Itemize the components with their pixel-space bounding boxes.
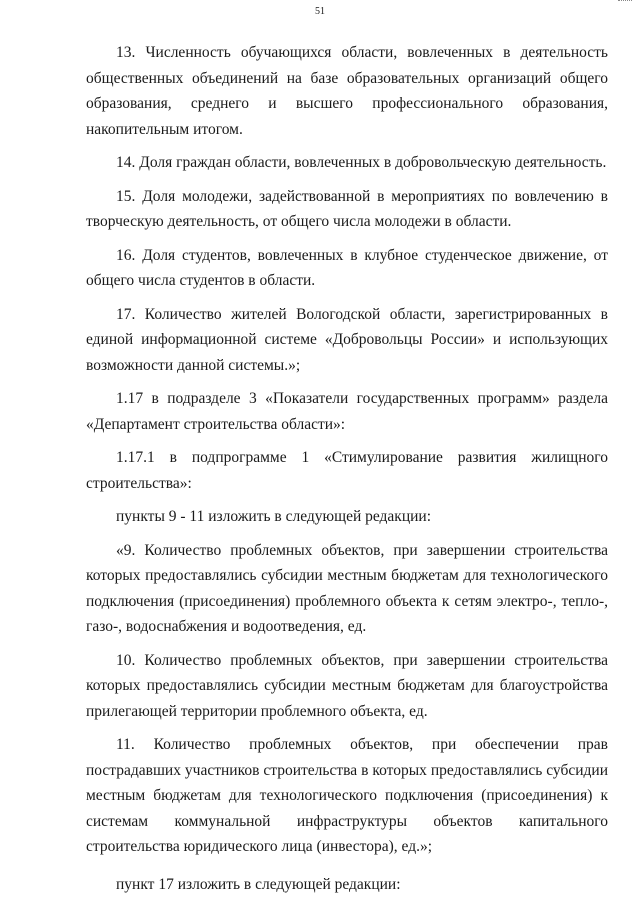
paragraph-item-15: 15. Доля молодежи, задействованной в мероприятиях по вовлечению в творческую деятельность, от общего числа молодежи в области. [86,187,608,230]
paragraph-item-11: 11. Количество проблемных объектов, при обеспечении прав пострадавших участников строительства в которых предоставлялись субсидии местным бюджетам для технологического подключения (присоединения) к системам коммунальной инфраструктуры объектов капитального строительства юридического лица (инвестора), ед.»; [86,736,608,855]
paragraph-subsection-1-17: 1.17 в подразделе 3 «Показатели государственных программ» раздела «Департамент строительства области»: [86,390,608,433]
paragraph-item-9: «9. Количество проблемных объектов, при завершении строительства которых предоставлялись субсидии местным бюджетам для технологического подключения (присоединения) проблемного объекта к сетям электро-, тепло-, газо-, водоснабжения и водоотведения, ед. [86,541,608,635]
paragraph-item-16: 16. Доля студентов, вовлеченных в клубное студенческое движение, от общего числа студентов в области. [86,246,608,289]
document-body [86,40,608,897]
paragraph-subprogram-1-17-1: 1.17.1 в подпрограмме 1 «Стимулирование развития жилищного строительства»: [86,449,608,492]
paragraph-item-10: 10. Количество проблемных объектов, при завершении строительства которых предоставлялись субсидии местным бюджетам для благоустройства прилегающей территории проблемного объекта, ед. [86,651,608,720]
corner-mark [618,0,632,4]
paragraph-item-17: 17. Количество жителей Вологодской области, зарегистрированных в единой информационной системе «Добровольцы России» и использующих возможности данной системы.»; [86,305,608,374]
paragraph-point-17-intro: пункт 17 изложить в следующей редакции: [116,875,401,893]
paragraph-item-14: 14. Доля граждан области, вовлеченных в добровольческую деятельность. [116,154,607,171]
page-number: 51 [315,6,325,17]
paragraph-item-13: 13. Численность обучающихся области, вовлеченных в деятельность общественных объединений на базе образовательных организаций общего образования, среднего и высшего профессионального образования, накопительным итогом. [86,44,608,138]
paragraph-points-9-11-intro: пункты 9 - 11 изложить в следующей редакции: [116,508,432,525]
